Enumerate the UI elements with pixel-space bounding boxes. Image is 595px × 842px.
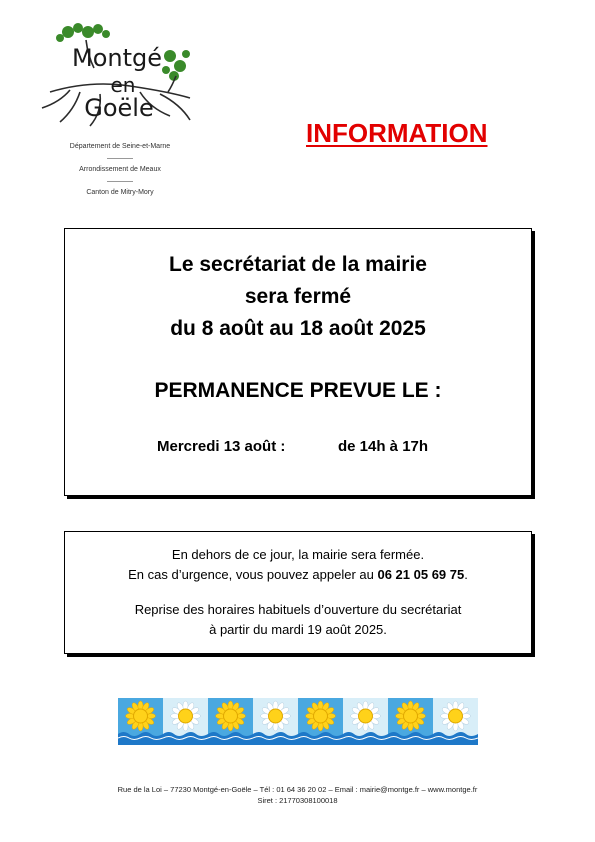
notice-dates: du 8 août au 18 août 2025 [170, 317, 426, 340]
sun-icon [208, 698, 253, 745]
info-line-4: à partir du mardi 19 août 2025. [209, 622, 387, 637]
canton-label: Canton de Mitry-Mory [86, 189, 154, 196]
sun-icon [163, 698, 208, 745]
notice-line-1: Le secrétariat de la mairie [169, 253, 427, 276]
department-label: Département de Seine-et-Marne [69, 143, 171, 150]
sun-tile [208, 698, 253, 745]
logo-line-en: en [110, 73, 136, 97]
footer-address: Rue de la Loi – 77230 Montgé-en-Goële – Tél : 01 64 36 20 02 – Email : mairie@montge.fr – www.montge.fr [117, 785, 478, 794]
admin-divider [107, 181, 133, 182]
information-heading: INFORMATION [306, 118, 488, 148]
emergency-text-end: . [464, 567, 468, 582]
sun-icon [253, 698, 298, 745]
sun-tile [163, 698, 208, 745]
emergency-text: En cas d’urgence, vous pouvez appeler au [128, 567, 378, 582]
arrondissement-label: Arrondissement de Meaux [79, 166, 161, 173]
info-line-2 [65, 567, 531, 582]
sun-tile [388, 698, 433, 745]
sun-icon [298, 698, 343, 745]
sun-tile [433, 698, 478, 745]
permanence-hours: de 14h à 17h [338, 438, 429, 455]
sun-tile [298, 698, 343, 745]
permanence-day: Mercredi 13 août : [157, 438, 286, 455]
footer-siret: Siret : 21770308100018 [257, 796, 338, 805]
emergency-info-box [64, 531, 532, 654]
emergency-phone: 06 21 05 69 75 [377, 567, 465, 582]
sun-icon [433, 698, 478, 745]
sun-tile [253, 698, 298, 745]
permanence-heading: PERMANENCE PREVUE LE : [154, 379, 442, 402]
logo-line-montge: Montgé [71, 44, 162, 72]
sun-icon [388, 698, 433, 745]
logo-line-goele: Goële [84, 94, 154, 122]
info-line-3: Reprise des horaires habituels d’ouverture du secrétariat [134, 602, 462, 617]
admin-divider [107, 158, 133, 159]
sun-tile [343, 698, 388, 745]
sun-icon [118, 698, 163, 745]
town-logo [30, 20, 200, 130]
info-line-1: En dehors de ce jour, la mairie sera fermée. [171, 547, 425, 562]
sun-tile [118, 698, 163, 745]
sun-icon [343, 698, 388, 745]
closure-notice-box [64, 228, 532, 496]
notice-line-2: sera fermé [244, 285, 352, 308]
sun-banner [118, 698, 478, 745]
